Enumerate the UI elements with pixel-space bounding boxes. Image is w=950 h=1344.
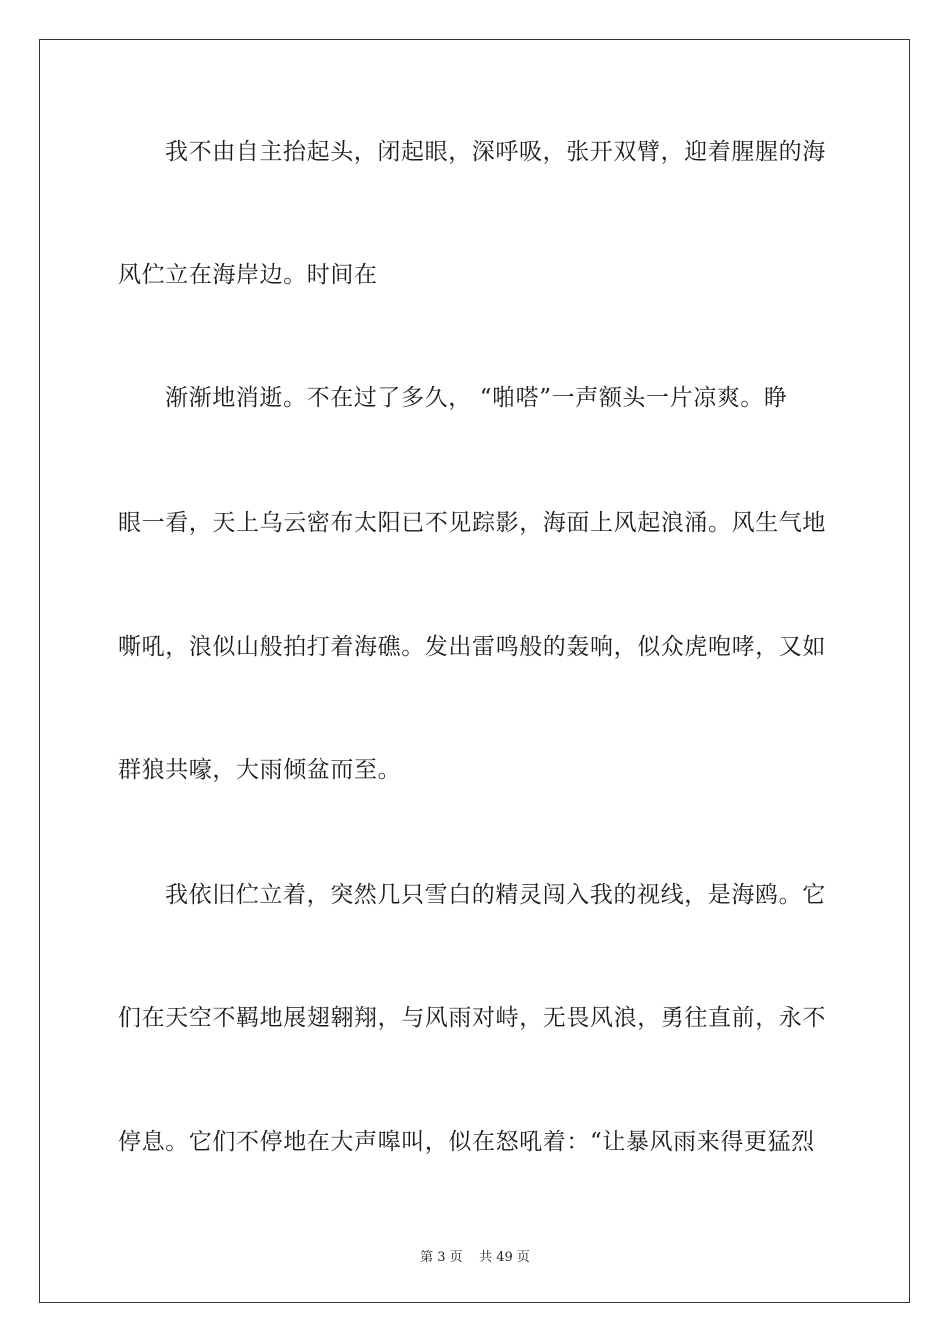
text-line: 们在天空不羁地展翅翱翔，与风雨对峙，无畏风浪，勇往直前，永不	[118, 1005, 826, 1031]
page-border	[39, 39, 910, 1303]
text-line: 我依旧伫立着，突然几只雪白的精灵闯入我的视线，是海鸥。它	[165, 882, 826, 908]
text-line: 群狼共嚎，大雨倾盆而至。	[118, 757, 402, 783]
text-line: 停息。它们不停地在大声嗥叫，似在怒吼着：“让暴风雨来得更猛烈	[118, 1129, 815, 1155]
page-number-footer: 第 3 页 共 49 页	[420, 1250, 530, 1265]
text-line: 我不由自主抬起头，闭起眼，深呼吸，张开双臂，迎着腥腥的海	[165, 139, 826, 165]
text-line: 眼一看，天上乌云密布太阳已不见踪影，海面上风起浪涌。风生气地	[118, 510, 826, 536]
text-line: 风伫立在海岸边。时间在	[118, 262, 378, 288]
text-line: 渐渐地消逝。不在过了多久， “啪嗒”一声额头一片凉爽。睁	[165, 385, 788, 411]
text-line: 嘶吼，浪似山般拍打着海礁。发出雷鸣般的轰响，似众虎咆哮，又如	[118, 634, 826, 660]
